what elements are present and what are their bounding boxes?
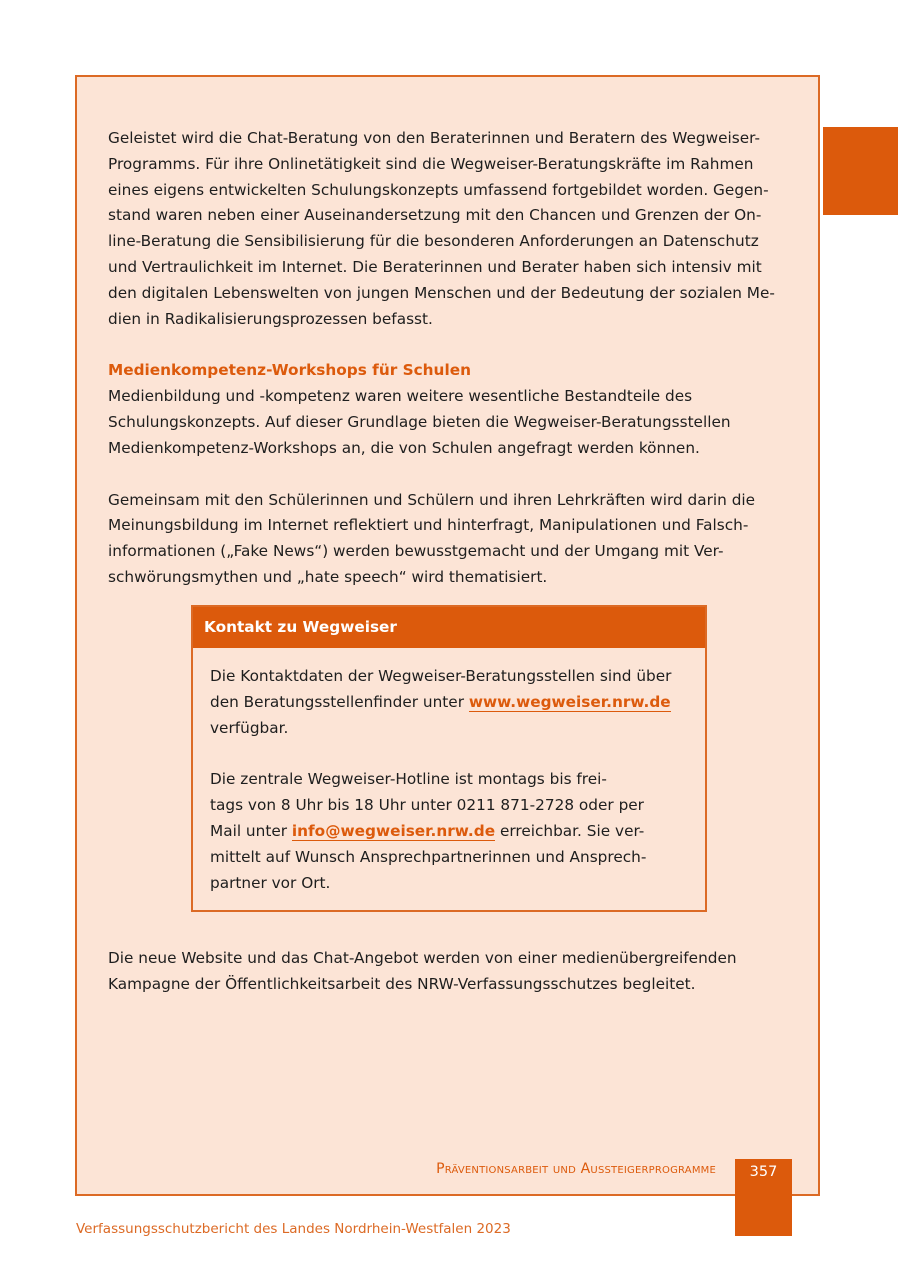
text-line: Die neue Website und das Chat-Angebot werden von einer medienübergreifenden bbox=[108, 949, 737, 967]
main-text bbox=[108, 126, 798, 591]
paragraph-chat-beratung bbox=[108, 126, 798, 332]
text-line: und Vertraulichkeit im Internet. Die Beraterinnen und Berater haben sich intensiv mit bbox=[108, 257, 762, 276]
section-subheading: Medienkompetenz-Workshops für Schulen bbox=[108, 361, 471, 380]
wegweiser-website-link[interactable]: www.wegweiser.nrw.de bbox=[468, 692, 671, 711]
text-line: dien in Radikalisierungsprozessen befasst. bbox=[108, 309, 433, 328]
text-line: stand waren neben einer Auseinandersetzung mit den Chancen und Grenzen der On- bbox=[108, 206, 762, 225]
contact-box-body bbox=[193, 648, 705, 896]
chapter-tab-marker bbox=[823, 127, 898, 215]
text-line: verfügbar. bbox=[210, 718, 289, 737]
text-line: Die Kontaktdaten der Wegweiser-Beratungsstellen sind über bbox=[210, 667, 672, 685]
text-line: Gemeinsam mit den Schülerinnen und Schülern und ihren Lehrkräften wird darin die bbox=[108, 490, 756, 509]
text-line: informationen („Fake News“) werden bewusstgemacht und der Umgang mit Ver- bbox=[108, 542, 724, 561]
text-line: Kampagne der Öffentlichkeitsarbeit des NRW-Verfassungsschutzes begleitet. bbox=[108, 974, 696, 993]
text-line: mittelt auf Wunsch Ansprechpartnerinnen und Ansprech- bbox=[210, 847, 647, 866]
text-line: schwörungsmythen und „hate speech“ wird thematisiert. bbox=[108, 567, 548, 586]
text-line: Medienkompetenz-Workshops an, die von Schulen angefragt werden können. bbox=[108, 438, 700, 457]
contact-box-title: Kontakt zu Wegweiser bbox=[193, 607, 705, 648]
text-line: Programms. Für ihre Onlinetätigkeit sind die Wegweiser-Beratungskräfte im Rahmen bbox=[108, 154, 754, 173]
text-line: Geleistet wird die Chat-Beratung von den Beraterinnen und Beratern des Wegweiser- bbox=[108, 129, 760, 147]
text-line: eines eigens entwickelten Schulungskonzepts umfassend fortgebildet worden. Gegen- bbox=[108, 180, 769, 199]
text-line: line-Beratung die Sensibilisierung für die besonderen Anforderungen an Datenschutz bbox=[108, 232, 759, 251]
text-line: tags von 8 Uhr bis 18 Uhr unter 0211 871-2728 oder per bbox=[210, 796, 644, 815]
page-number-tab bbox=[735, 1159, 792, 1236]
wegweiser-email-link[interactable]: info@wegweiser.nrw.de bbox=[291, 821, 496, 840]
text-line: Medienbildung und -kompetenz waren weitere wesentliche Bestandteile des bbox=[108, 387, 693, 406]
text-line: Schulungskonzepts. Auf dieser Grundlage bieten die Wegweiser-Beratungsstellen bbox=[108, 412, 731, 431]
contact-box bbox=[191, 605, 707, 912]
text-line: erreichbar. Sie ver- bbox=[495, 821, 645, 840]
running-head: Präventionsarbeit und Aussteigerprogramme bbox=[436, 1161, 716, 1177]
document-footer: Verfassungsschutzbericht des Landes Nordrhein-Westfalen 2023 bbox=[76, 1221, 511, 1237]
text-line: Die zentrale Wegweiser-Hotline ist montags bis frei- bbox=[210, 770, 607, 789]
contact-paragraph-offices bbox=[210, 664, 689, 741]
contact-paragraph-hotline bbox=[210, 767, 689, 896]
closing-paragraph bbox=[108, 946, 798, 998]
text-line: Mail unter bbox=[210, 821, 292, 840]
text-line: den digitalen Lebenswelten von jungen Menschen und der Bedeutung der sozialen Me- bbox=[108, 283, 775, 302]
text-line: partner vor Ort. bbox=[210, 873, 331, 892]
page-number: 357 bbox=[749, 1164, 778, 1180]
text-line: Meinungsbildung im Internet reflektiert und hinterfragt, Manipulationen und Falsch- bbox=[108, 516, 749, 535]
paragraph-medienbildung bbox=[108, 384, 798, 461]
paragraph-workshops bbox=[108, 488, 798, 591]
text-line: den Beratungsstellenfinder unter bbox=[210, 692, 469, 711]
